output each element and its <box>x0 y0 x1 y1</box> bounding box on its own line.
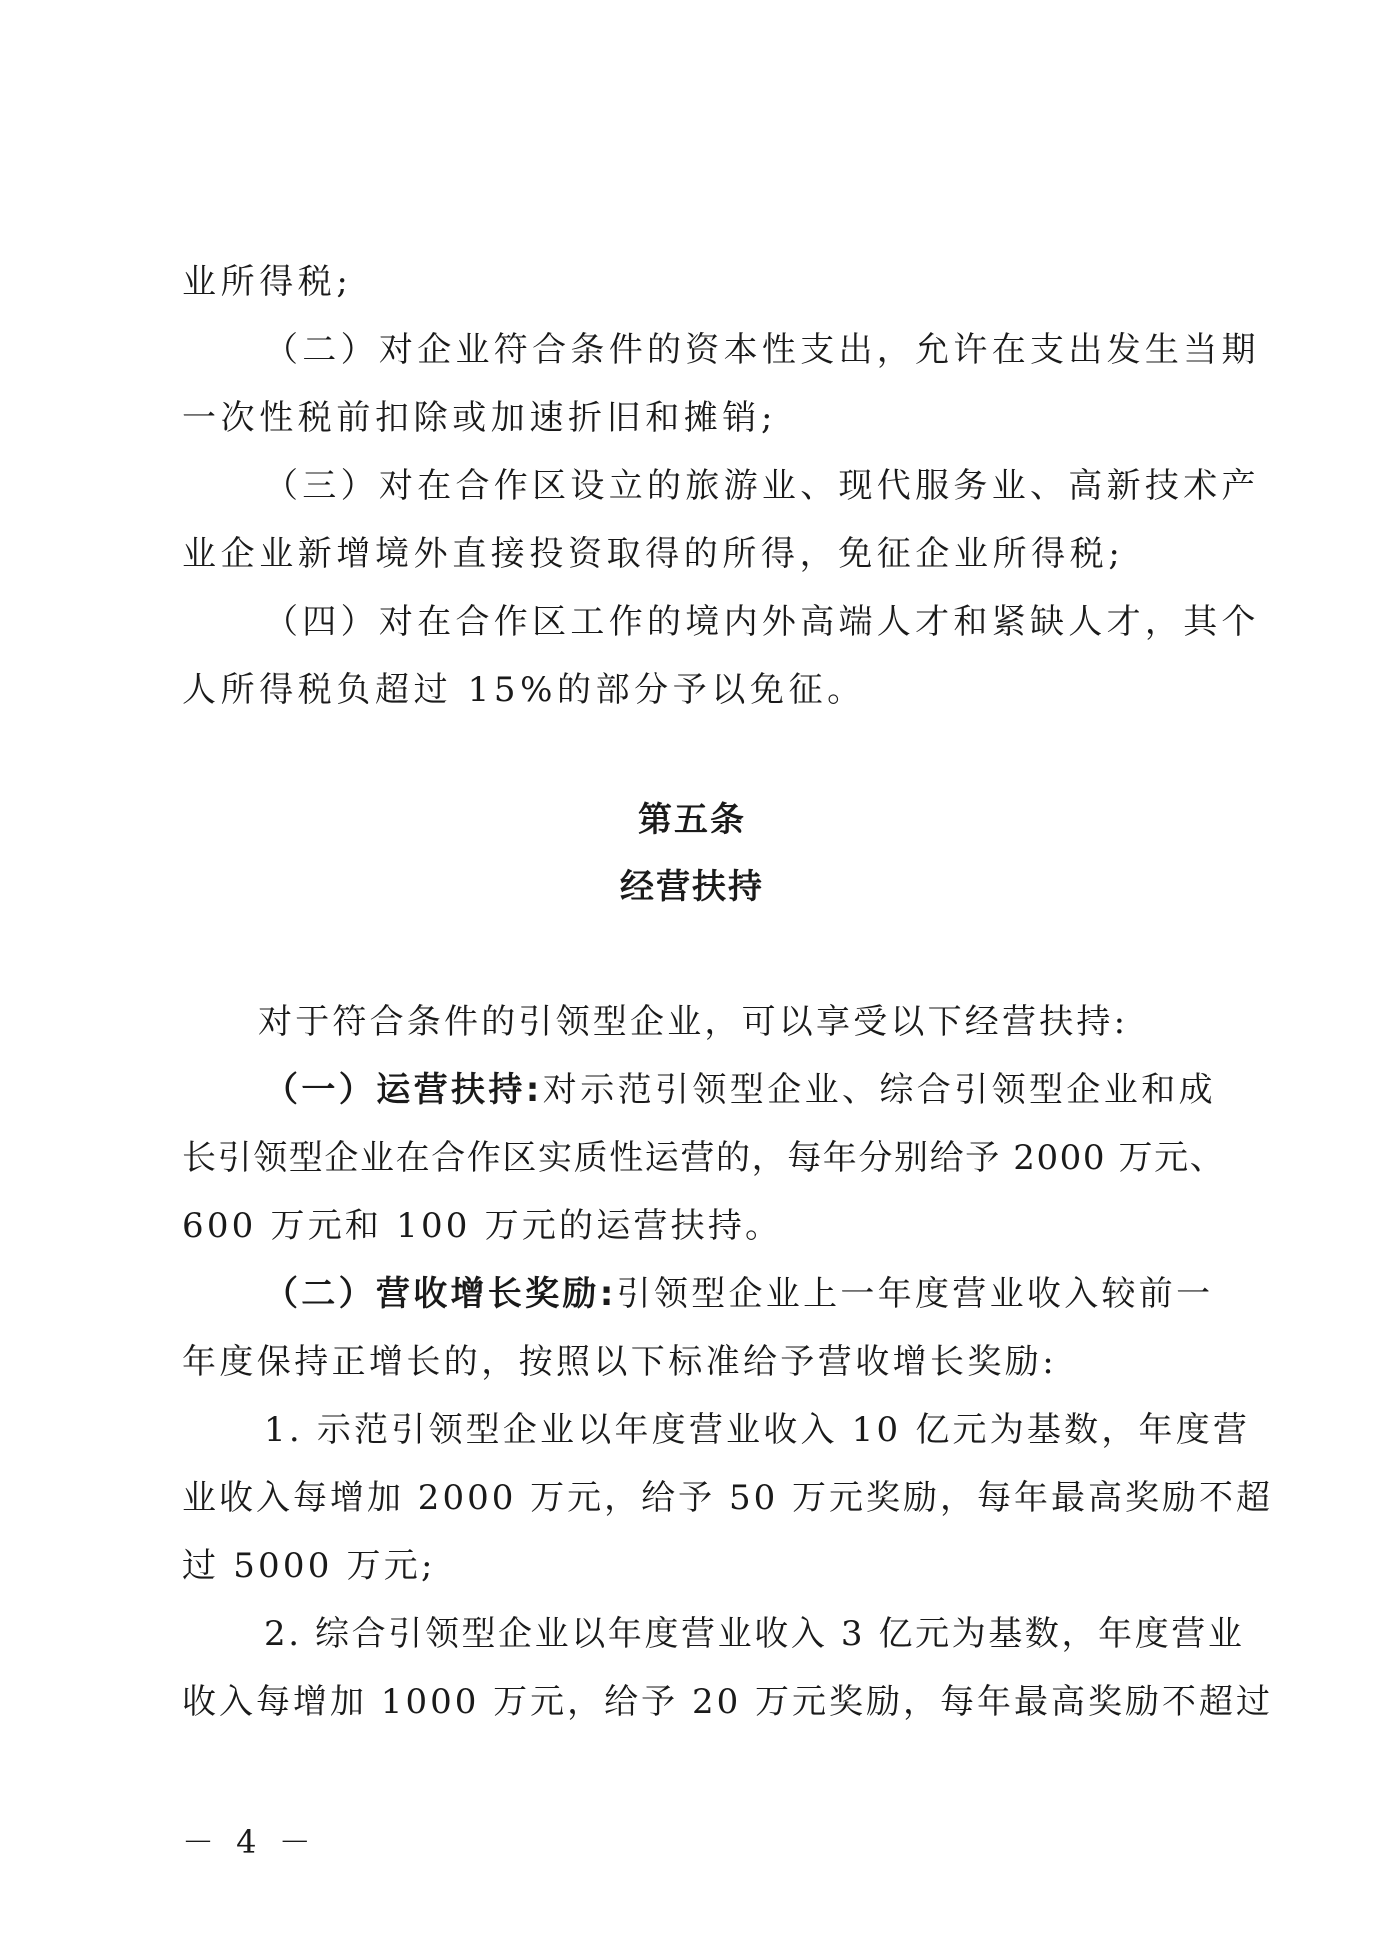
paragraph-label: （一）运营扶持: <box>264 1070 543 1110</box>
article-number: 第五条 <box>638 800 746 840</box>
list-item-line: 业收入每增加 2000 万元，给予 50 万元奖励，每年最高奖励不超 <box>182 1478 1274 1518</box>
list-item-line: 过 5000 万元; <box>182 1546 436 1586</box>
list-item-line: 收入每增加 1000 万元，给予 20 万元奖励，每年最高奖励不超过 <box>182 1682 1274 1722</box>
paragraph-line <box>264 1274 1213 1314</box>
article-title: 经营扶持 <box>620 867 764 907</box>
paragraph-label: （二）营收增长奖励: <box>264 1274 617 1314</box>
paragraph-line: 年度保持正增长的，按照以下标准给予营收增长奖励: <box>182 1342 1058 1382</box>
text-line: （三）对在合作区设立的旅游业、现代服务业、高新技术产 <box>264 466 1260 506</box>
paragraph-line: 600 万元和 100 万元的运营扶持。 <box>182 1206 783 1246</box>
text-line: （四）对在合作区工作的境内外高端人才和紧缺人才，其个 <box>264 602 1260 642</box>
text-line: 业所得税; <box>182 262 353 302</box>
paragraph-line: 长引领型企业在合作区实质性运营的，每年分别给予 2000 万元、 <box>182 1138 1226 1178</box>
page-number: － 4 － <box>182 1823 317 1861</box>
paragraph-text: 对示范引领型企业、综合引领型企业和成 <box>542 1070 1216 1110</box>
intro-paragraph: 对于符合条件的引领型企业，可以享受以下经营扶持: <box>258 1002 1129 1042</box>
text-line: 一次性税前扣除或加速折旧和摊销; <box>182 398 778 438</box>
text-line: （二）对企业符合条件的资本性支出，允许在支出发生当期 <box>264 330 1260 370</box>
text-line: 人所得税负超过 15%的部分予以免征。 <box>182 670 866 710</box>
paragraph-line <box>264 1070 1216 1110</box>
list-item-line: 2. 综合引领型企业以年度营业收入 3 亿元为基数，年度营业 <box>264 1614 1245 1654</box>
text-line: 业企业新增境外直接投资取得的所得，免征企业所得税; <box>182 534 1125 574</box>
paragraph-text: 引领型企业上一年度营业收入较前一 <box>616 1274 1214 1314</box>
list-item-line: 1. 示范引领型企业以年度营业收入 10 亿元为基数，年度营 <box>264 1410 1251 1450</box>
